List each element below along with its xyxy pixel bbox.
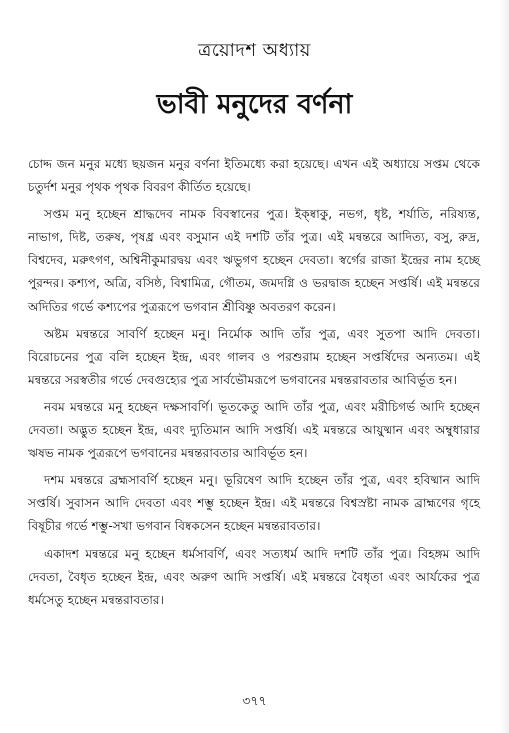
paragraph-intro: চোদ্দ জন মনুর মধ্যে ছয়জন মনুর বর্ণনা ইতিমধ্যে করা হয়েছে। এখন এই অধ্যায়ে সপ্তম থেকে চতুর্দশ মনুর পৃথক পৃথক বিবরণ কীর্তিত হয়েছে। — [28, 157, 480, 195]
paragraph-ninth-manu: নবম মন্বন্তরে মনু হচ্ছেন দক্ষসাবর্ণি। ভূতকেতু আদি তাঁর পুত্র, এবং মরীচিগর্ভ আদি হচ্ছেন দেবতা। অদ্ভুত হচ্ছেন ইন্দ্র, এবং দ্যুতিমান আদি সপ্তর্ষি। এই মন্বন্তরে আয়ুষ্মান এবং অম্বুধারার ঋষভ নামক পুত্ররূপে ভগবানের মন্বন্তরাবতার আবির্ভূত হন। — [28, 399, 480, 461]
paragraph-seventh-manu: সপ্তম মনু হচ্ছেন শ্রাদ্ধদেব নামক বিবস্বানের পুত্র। ইক্ষ্বাকু, নভগ, ধৃষ্ট, শর্যাতি, নরিষ্যন্ত, নাভাগ, দিষ্ট, তরুষ, পৃষধ্র এবং বসুমান এই দশটি তাঁর পুত্র। এই মন্বন্তরে আদিত্য, বসু, রুদ্র, বিশ্বদেব, মরুৎগণ, অশ্বিনীকুমারদ্বয় এবং ঋভুগণ হচ্ছেন দেবতা। স্বর্গের রাজা ইন্দ্রের নাম হচ্ছে পুরন্দর। কশ্যপ, অত্রি, বসিষ্ঠ, বিশ্বামিত্র, গৌতম, জমদগ্নি ও ভরদ্বাজ হচ্ছেন সপ্তর্ষি। এই মন্বন্তরে অদিতির গর্ভে কশ্যপের পুত্ররূপে ভগবান শ্রীবিষ্ণু অবতরণ করেন। — [28, 207, 480, 314]
chapter-summary — [28, 153, 480, 616]
paragraph-eleventh-manu: একাদশ মন্বন্তরে মনু হচ্ছেন ধর্মসাবর্ণি, এবং সত্যধর্ম আদি দশটি তাঁর পুত্র। বিহঙ্গম আদি দেবতা, বৈধৃত হচ্ছেন ইন্দ্র, এবং অরুণ আদি সপ্তর্ষি। এই মন্বন্তরে বৈধৃতা এবং আর্যকের পুত্র ধর্মসেতু হচ্ছেন মন্বন্তরাবতার। — [28, 546, 480, 607]
page-number: ৩৭৭ — [242, 693, 267, 708]
chapter-label: ত্রয়োদশ অধ্যায় — [198, 40, 311, 61]
paragraph-eighth-manu: অষ্টম মন্বন্তরে সাবর্ণি হচ্ছেন মনু। নির্মোক আদি তাঁর পুত্র, এবং সুতপা আদি দেবতা। বিরোচনের পুত্র বলি হচ্ছেন ইন্দ্র, এবং গালব ও পরশুরাম হচ্ছেন সপ্তর্ষিদের অন্যতম। এই মন্বন্তরে সরস্বতীর গর্ভে দেবগুহ্যের পুত্র সার্বভৌমরূপে ভগবানের মন্বন্তরাবতার আবির্ভূত হন। — [28, 326, 480, 387]
paragraph-tenth-manu: দশম মন্বন্তরে ব্রহ্মসাবর্ণি হচ্ছেন মনু। ভূরিষেণ আদি হচ্ছেন তাঁর পুত্র, এবং হবিষ্মান আদি সপ্তর্ষি। সুবাসন আদি দেবতা এবং শম্ভু হচ্ছেন ইন্দ্র। এই মন্বন্তরে বিশ্বস্রষ্টা নামক ব্রাহ্মণের গৃহে বিষূচীর গর্ভে শম্ভু-সখা ভগবান বিষ্বকসেন হচ্ছেন মন্বন্তরাবতার। — [28, 473, 480, 534]
chapter-title: ভাবী মনুদের বর্ণনা — [156, 89, 353, 120]
page-edge-shadow — [499, 0, 509, 733]
